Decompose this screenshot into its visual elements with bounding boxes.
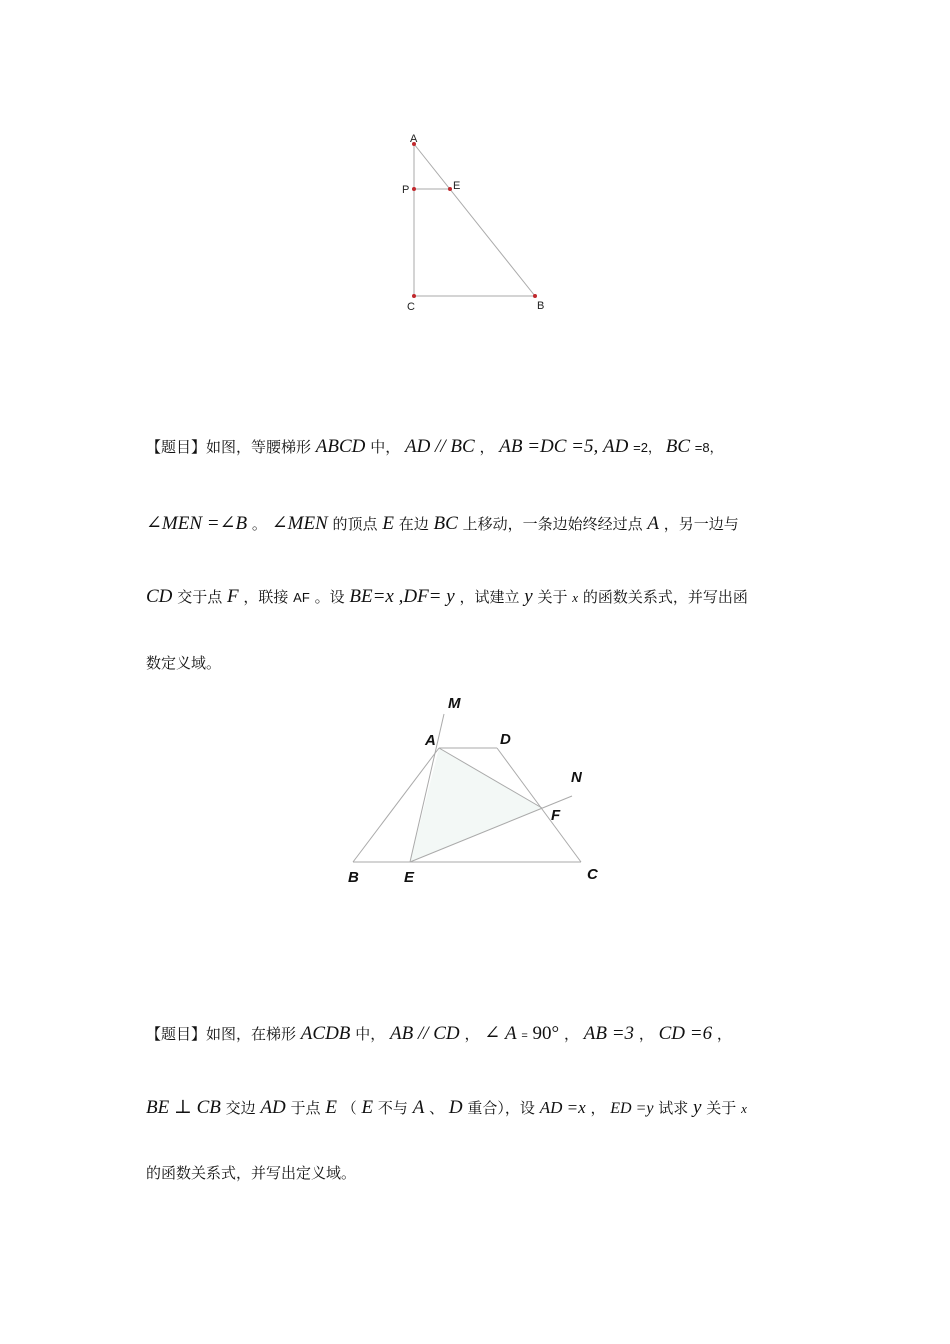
math: E <box>325 1097 337 1118</box>
math: E <box>382 513 394 534</box>
math: D <box>448 1097 463 1118</box>
text: 的函数关系式，并写出函 <box>582 588 748 606</box>
text: 在边 <box>398 515 429 533</box>
text: = <box>521 1030 528 1042</box>
math: AD <box>603 436 629 457</box>
label-d: D <box>500 731 511 748</box>
text: ，联接 <box>243 588 289 606</box>
math: CD <box>146 586 173 607</box>
text: 【题目】如图，等腰梯形 <box>146 438 312 456</box>
text: 、 <box>429 1099 445 1117</box>
problem1-line1 <box>146 436 810 458</box>
problem2-line2 <box>146 1096 810 1119</box>
math: A <box>412 1097 425 1118</box>
problem2-line1 <box>146 1022 810 1045</box>
label-b: B <box>537 300 545 312</box>
text: 关于 <box>706 1099 737 1117</box>
math: x <box>741 1101 747 1116</box>
label-a: A <box>410 133 418 145</box>
math: BE ⊥ CB <box>146 1097 221 1118</box>
text: =8， <box>694 440 723 455</box>
problem1-line4 <box>146 652 810 673</box>
math: E <box>361 1097 374 1118</box>
text: ， <box>479 438 495 456</box>
math: y <box>693 1097 702 1118</box>
math: F <box>226 586 239 607</box>
point-b <box>533 294 537 298</box>
point-p <box>412 187 416 191</box>
figure-trapezoid <box>340 690 620 895</box>
text: 。设 <box>314 588 345 606</box>
text: 于点 <box>290 1099 321 1117</box>
math: ∠MEN =∠B <box>146 513 248 534</box>
point-e <box>448 187 452 191</box>
label-b: B <box>348 869 359 886</box>
problem1-line3 <box>146 586 810 608</box>
text: 的顶点 <box>332 515 378 533</box>
math: AB =DC =5, <box>499 436 599 457</box>
label-n: N <box>571 769 582 786</box>
text: ， <box>464 1025 480 1043</box>
text: ， <box>716 1025 732 1043</box>
label-e: E <box>404 869 415 886</box>
text: 的函数关系式，并写出定义域。 <box>146 1164 357 1182</box>
math: BE=x ,DF= y <box>349 586 455 607</box>
text: =2， <box>633 440 661 455</box>
label-f: F <box>551 807 561 824</box>
math: AB =3 <box>583 1023 635 1044</box>
math: ACDB <box>300 1023 351 1044</box>
math: AD <box>260 1097 286 1118</box>
text: 。 <box>251 515 267 533</box>
math: CD =6 <box>658 1023 713 1044</box>
math: AD // BC <box>404 436 475 457</box>
math: ∠ <box>484 1023 501 1044</box>
text: 不与 <box>377 1099 408 1117</box>
label-c: C <box>587 866 598 883</box>
text: 试求 <box>658 1099 689 1117</box>
text: ， <box>563 1025 579 1043</box>
text: 中， <box>355 1025 386 1043</box>
text: ，试建立 <box>459 588 520 606</box>
text: 上移动，一条边始终经过点 <box>462 515 643 533</box>
point-c <box>412 294 416 298</box>
math: A <box>504 1023 517 1044</box>
figure-right-triangle <box>395 128 555 318</box>
text: AF <box>293 590 310 605</box>
text: （ <box>341 1099 357 1117</box>
text: 交于点 <box>177 588 223 606</box>
math: AD =x <box>539 1098 586 1117</box>
label-c: C <box>407 301 415 313</box>
label-e: E <box>453 180 461 192</box>
math: A <box>647 513 659 534</box>
text: ，另一边与 <box>663 515 739 533</box>
text: ， <box>590 1099 606 1117</box>
label-p: P <box>402 184 410 196</box>
math: 90° <box>532 1023 560 1044</box>
math: ∠MEN <box>271 513 328 534</box>
text: 关于 <box>537 588 568 606</box>
math: BC <box>433 513 458 534</box>
segment-ab <box>414 144 535 296</box>
text: ， <box>638 1025 654 1043</box>
text: 【题目】如图，在梯形 <box>146 1025 297 1043</box>
math: AB // CD <box>389 1023 460 1044</box>
problem2-line3 <box>146 1162 810 1183</box>
text: 交边 <box>225 1099 256 1117</box>
math: y <box>524 586 533 607</box>
problem1-line2 <box>146 512 810 535</box>
text: 数定义域。 <box>146 654 222 672</box>
text: 重合），设 <box>467 1099 535 1117</box>
math: x <box>572 590 579 605</box>
label-m: M <box>448 695 461 712</box>
math: BC <box>665 436 691 457</box>
label-a: A <box>425 732 436 749</box>
triangle-aef-fill <box>410 748 542 862</box>
text: 中， <box>370 438 401 456</box>
math: ABCD <box>315 436 366 457</box>
math: ED =y <box>610 1100 654 1117</box>
